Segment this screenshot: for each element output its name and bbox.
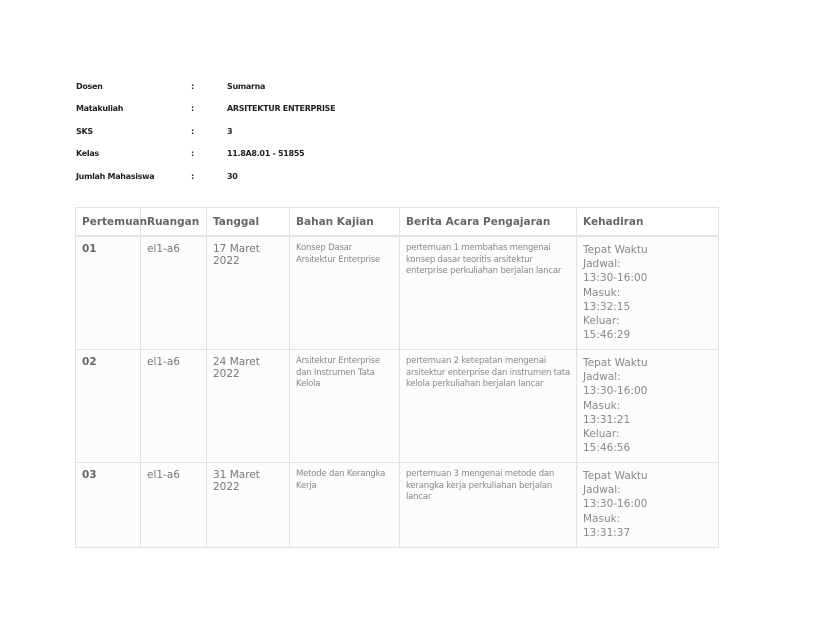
cell-bahan-kajian: Arsitektur Enterprise dan Instrumen Tata Kelola xyxy=(290,350,400,463)
cell-tanggal: 17 Maret 2022 xyxy=(207,236,290,350)
info-value: 3 xyxy=(227,126,233,136)
header-tanggal: Tanggal xyxy=(207,208,290,237)
table-row xyxy=(76,236,719,350)
info-colon: : xyxy=(191,104,194,114)
info-row-kelas xyxy=(76,143,335,166)
kehadiran-keluar-value: 15:46:56 xyxy=(583,442,631,455)
kehadiran-keluar-value: 15:46:29 xyxy=(583,329,631,342)
header-ruangan: Ruangan xyxy=(141,208,207,237)
header-pertemuan: Pertemuan xyxy=(76,208,141,237)
table-header-row xyxy=(76,208,719,237)
kehadiran-masuk-label: Masuk: xyxy=(583,512,621,525)
cell-kehadiran xyxy=(577,463,719,548)
cell-berita-acara: pertemuan 1 membahas mengenai konsep dasar teoritis arsitektur enterprise perkuliahan berjalan lancar xyxy=(400,236,577,350)
info-row-matakuliah xyxy=(76,98,335,121)
table-row xyxy=(76,350,719,463)
header-berita-acara: Berita Acara Pengajaran xyxy=(400,208,577,237)
info-label: SKS xyxy=(76,126,93,136)
kehadiran-keluar-label: Keluar: xyxy=(583,315,620,328)
kehadiran-jadwal-label: Jadwal: xyxy=(583,371,621,384)
cell-kehadiran xyxy=(577,236,719,350)
cell-bahan-kajian: Metode dan Kerangka Kerja xyxy=(290,463,400,548)
kehadiran-masuk-value: 13:31:21 xyxy=(583,413,631,426)
cell-tanggal: 24 Maret 2022 xyxy=(207,350,290,463)
cell-berita-acara: pertemuan 3 mengenai metode dan kerangka kerja perkuliahan berjalan lancar xyxy=(400,463,577,548)
kehadiran-status: Tepat Waktu xyxy=(583,244,648,256)
table-row xyxy=(76,463,719,548)
cell-pertemuan: 01 xyxy=(76,236,141,350)
cell-bahan-kajian: Konsep Dasar Arsitektur Enterprise xyxy=(290,236,400,350)
info-label: Dosen xyxy=(76,81,103,91)
kehadiran-masuk-label: Masuk: xyxy=(583,399,621,412)
info-value: Sumarna xyxy=(227,81,266,91)
header-kehadiran: Kehadiran xyxy=(577,208,719,237)
info-row-sks xyxy=(76,120,335,143)
info-colon: : xyxy=(191,81,194,91)
info-colon: : xyxy=(191,171,194,181)
cell-ruangan: el1-a6 xyxy=(141,463,207,548)
info-label: Jumlah Mahasiswa xyxy=(76,171,155,181)
info-label: Kelas xyxy=(76,149,99,159)
info-value: ARSITEKTUR ENTERPRISE xyxy=(227,104,336,114)
kehadiran-status: Tepat Waktu xyxy=(583,357,648,369)
course-info xyxy=(76,75,335,188)
kehadiran-masuk-value: 13:31:37 xyxy=(583,526,631,539)
cell-kehadiran xyxy=(577,350,719,463)
kehadiran-jadwal-label: Jadwal: xyxy=(583,258,621,271)
cell-tanggal: 31 Maret 2022 xyxy=(207,463,290,548)
cell-ruangan: el1-a6 xyxy=(141,236,207,350)
info-label: Matakuliah xyxy=(76,104,124,114)
kehadiran-keluar-label: Keluar: xyxy=(583,428,620,441)
info-colon: : xyxy=(191,149,194,159)
info-value: 30 xyxy=(227,171,238,181)
kehadiran-jadwal-label: Jadwal: xyxy=(583,484,621,497)
info-colon: : xyxy=(191,126,194,136)
kehadiran-masuk-label: Masuk: xyxy=(583,286,621,299)
kehadiran-jadwal-value: 13:30-16:00 xyxy=(583,272,648,285)
info-row-dosen xyxy=(76,75,335,98)
info-value: 11.8A8.01 - 51855 xyxy=(227,149,305,159)
cell-pertemuan: 02 xyxy=(76,350,141,463)
attendance-table xyxy=(75,207,719,548)
kehadiran-status: Tepat Waktu xyxy=(583,470,648,482)
header-bahan-kajian: Bahan Kajian xyxy=(290,208,400,237)
cell-berita-acara: pertemuan 2 ketepatan mengenai arsitektur enterprise dan instrumen tata kelola perkuliahan berjalan lancar xyxy=(400,350,577,463)
cell-pertemuan: 03 xyxy=(76,463,141,548)
cell-ruangan: el1-a6 xyxy=(141,350,207,463)
kehadiran-jadwal-value: 13:30-16:00 xyxy=(583,385,648,398)
kehadiran-masuk-value: 13:32:15 xyxy=(583,300,631,313)
kehadiran-jadwal-value: 13:30-16:00 xyxy=(583,498,648,511)
info-row-jumlah-mahasiswa xyxy=(76,165,335,188)
